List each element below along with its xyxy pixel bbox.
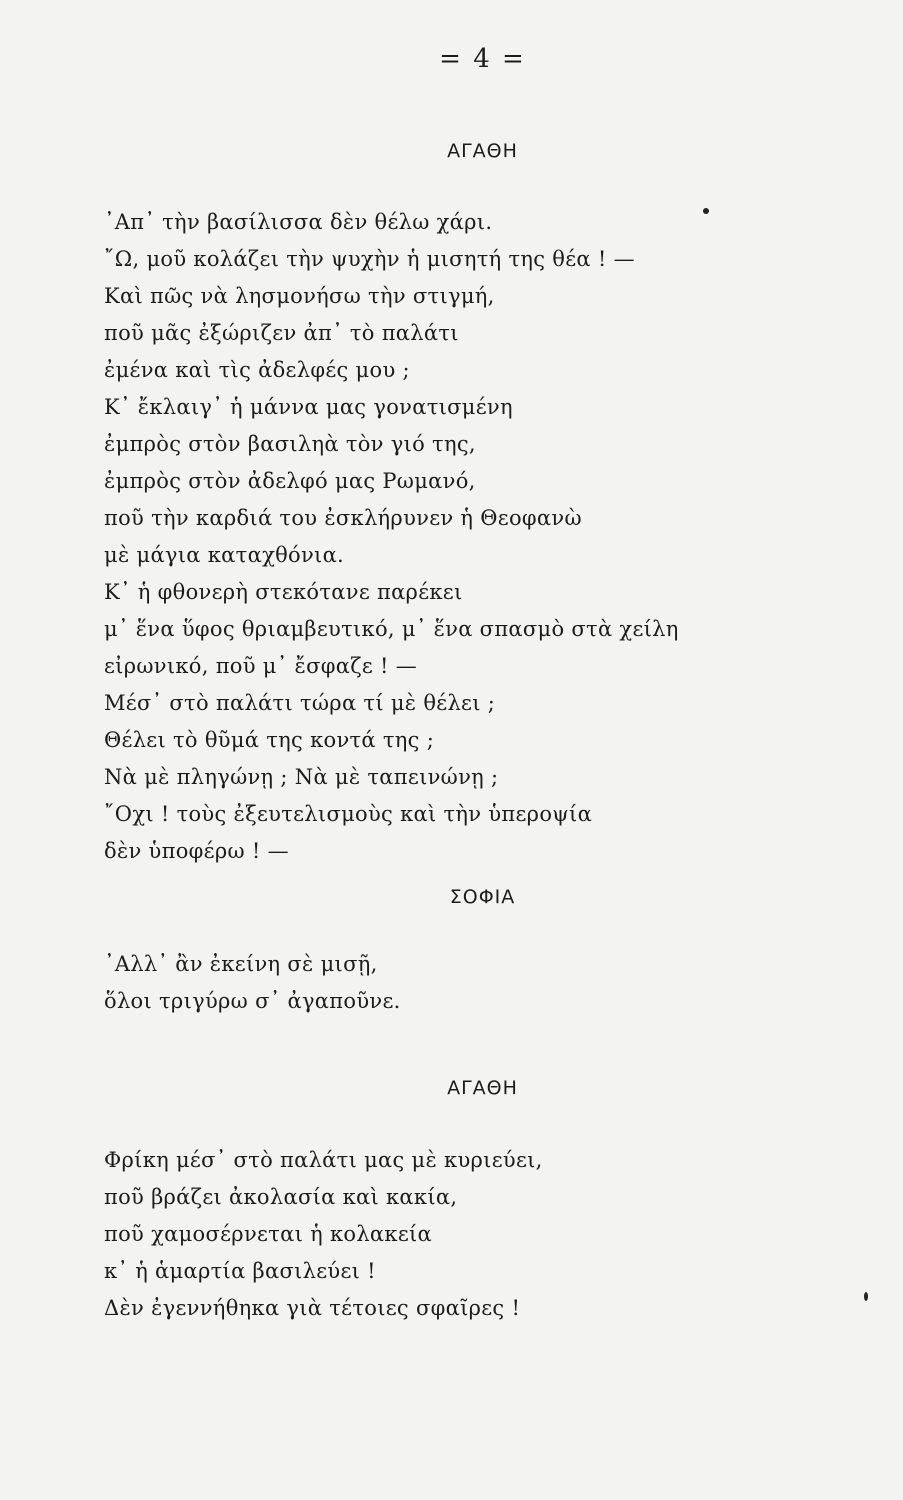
verse-line: Νὰ μὲ πληγώνῃ ; Νὰ μὲ ταπεινώνῃ ; (104, 765, 499, 789)
verse-line: ᾿Αλλ᾿ ἂν ἐκείνη σὲ μισῇ, (104, 952, 378, 976)
verse-block (104, 1142, 543, 1327)
verse-line: ῎Ω, μοῦ κολάζει τὴν ψυχὴν ἡ μισητή της θέα ! — (104, 247, 635, 271)
verse-line: ποῦ βράζει ἀκολασία καὶ κακία, (104, 1185, 458, 1209)
verse-line: ἐμένα καὶ τὶς ἀδελφές μου ; (104, 358, 410, 382)
verse-line: μὲ μάγια καταχθόνια. (104, 543, 345, 567)
verse-line: Καὶ πῶς νὰ λησμονήσω τὴν στιγμή, (104, 284, 495, 308)
speaker-name: ΑΓΑΘΗ (447, 1077, 518, 1099)
verse-line: Θέλει τὸ θῦμά της κοντά της ; (104, 728, 435, 752)
verse-line: ποῦ χαμοσέρνεται ἡ κολακεία (104, 1222, 433, 1246)
verse-line: Κ᾿ ἡ φθονερὴ στεκότανε παρέκει (104, 580, 463, 604)
verse-line: Κ᾿ ἔκλαιγ᾿ ἡ μάννα μας γονατισμένη (104, 395, 513, 419)
speaker-name: ΑΓΑΘΗ (447, 140, 518, 162)
verse-line: εἰρωνικό, ποῦ μ᾿ ἔσφαζε ! — (104, 654, 418, 678)
verse-block (104, 946, 401, 1020)
verse-line: μ᾿ ἕνα ὕφος θριαμβευτικό, μ᾿ ἕνα σπασμὸ στὰ χείλη (104, 617, 679, 641)
speaker-name: ΣΟΦΙΑ (449, 886, 516, 908)
verse-line: κ᾿ ἡ ἁμαρτία βασιλεύει ! (104, 1259, 376, 1283)
page-number: = 4 = (439, 44, 526, 74)
verse-line: Μέσ᾿ στὸ παλάτι τώρα τί μὲ θέλει ; (104, 691, 496, 715)
verse-line: Φρίκη μέσ᾿ στὸ παλάτι μας μὲ κυριεύει, (104, 1148, 543, 1172)
ink-speck (703, 208, 709, 214)
verse-line: Δὲν ἐγεννήθηκα γιὰ τέτοιες σφαῖρες ! (104, 1296, 521, 1320)
verse-line: δὲν ὑποφέρω ! — (104, 839, 289, 863)
verse-line: ῎Οχι ! τοὺς ἐξευτελισμοὺς καὶ τὴν ὑπεροψία (104, 802, 593, 826)
verse-line: ποῦ τὴν καρδιά του ἐσκλήρυνεν ἡ Θεοφανὼ (104, 506, 582, 530)
ink-speck (864, 1292, 868, 1301)
verse-line: ᾿Απ᾿ τὴν βασίλισσα δὲν θέλω χάρι. (104, 210, 493, 234)
verse-line: ποῦ μᾶς ἐξώριζεν ἀπ᾿ τὸ παλάτι (104, 321, 459, 345)
verse-block (104, 204, 679, 870)
verse-line: ἐμπρὸς στὸν βασιληὰ τὸν γιό της, (104, 432, 476, 456)
verse-line: ὅλοι τριγύρω σ᾿ ἀγαποῦνε. (104, 989, 401, 1013)
verse-line: ἐμπρὸς στὸν ἀδελφό μας Ρωμανό, (104, 469, 476, 493)
